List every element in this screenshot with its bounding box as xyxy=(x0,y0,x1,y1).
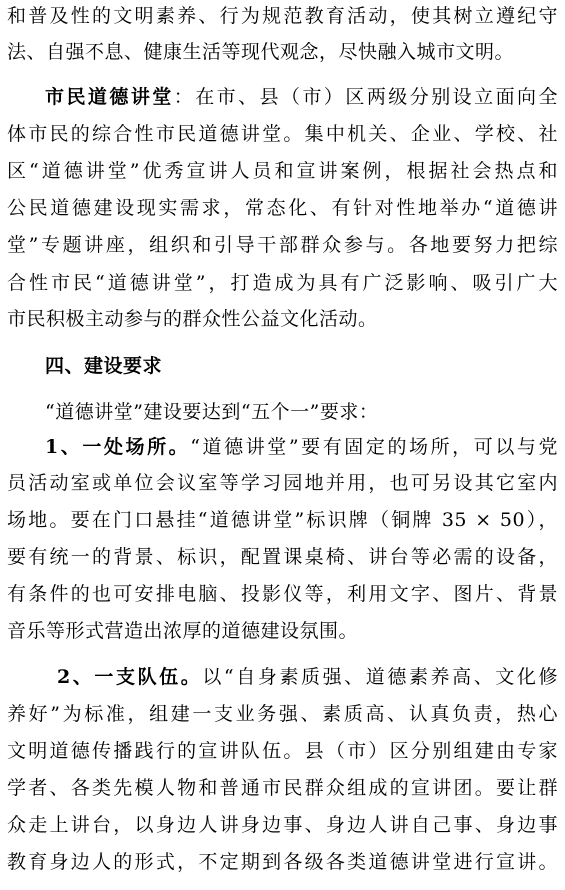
paragraph-line: 音乐等形式营造出浓厚的道德建设氛围。 xyxy=(7,620,359,642)
paragraph-line: 众走上讲台，以身边人讲身边事、身边人讲自己事、身边事 xyxy=(7,814,558,836)
paragraph-line: 养好”为标准，组建一支业务强、素质高、认真负责，热心 xyxy=(7,703,558,725)
paragraph-line: 法、自强不息、健康生活等现代观念，尽快融入城市文明。 xyxy=(7,41,515,63)
paragraph-line: 学者、各类先模人物和普通市民群众组成的宣讲团。要让群 xyxy=(7,777,558,799)
item-heading-inline: 2、一支队伍。 xyxy=(57,666,203,688)
paragraph-line xyxy=(7,433,558,461)
paragraph-line: 有条件的也可安排电脑、投影仪等，利用文字、图片、背景 xyxy=(7,583,558,605)
paragraph-line: 区“道德讲堂”优秀宣讲人员和宣讲案例，根据社会热点和 xyxy=(7,160,558,182)
paragraph-line: “道德讲堂”建设要达到“五个一”要求： xyxy=(45,401,379,423)
section-heading: 四、建设要求 xyxy=(45,355,163,377)
paragraph-line: 场地。要在门口悬挂“道德讲堂”标识牌（铜牌 35 × 50）， xyxy=(7,509,558,531)
item-heading-inline: 1、一处场所。 xyxy=(45,436,191,458)
section-heading-inline: 市民道德讲堂 xyxy=(45,86,174,108)
paragraph-line: 堂”专题讲座，组织和引导干部群众参与。各地要努力把综 xyxy=(7,234,558,256)
paragraph-line: 教育身边人的形式，不定期到各级各类道德讲堂进行宣讲。 xyxy=(7,851,558,873)
paragraph-line: 市民积极主动参与的群众性公益文化活动。 xyxy=(7,308,378,330)
paragraph-line: 文明道德传播践行的宣讲队伍。县（市）区分别组建由专家 xyxy=(7,740,558,762)
paragraph-text: 以“自身素质强、道德素养高、文化修 xyxy=(202,666,558,688)
paragraph-line: 员活动室或单位会议室等学习园地并用，也可另设其它室内 xyxy=(7,472,558,494)
paragraph-line xyxy=(7,83,558,111)
paragraph-line: 公民道德建设现实需求，常态化、有针对性地举办“道德讲 xyxy=(7,197,558,219)
paragraph-text: ：在市、县（市）区两级分别设立面向全 xyxy=(173,86,558,108)
paragraph-line: 合性市民“道德讲堂”，打造成为具有广泛影响、吸引广大 xyxy=(7,272,558,294)
paragraph-line: 和普及性的文明素养、行为规范教育活动，使其树立遵纪守 xyxy=(7,5,558,27)
paragraph-line xyxy=(7,663,558,691)
paragraph-text: “道德讲堂”要有固定的场所，可以与党 xyxy=(190,436,558,458)
paragraph-line: 体市民的综合性市民道德讲堂。集中机关、企业、学校、社 xyxy=(7,123,558,145)
paragraph-line: 要有统一的背景、标识，配置课桌椅、讲台等必需的设备， xyxy=(7,546,558,568)
